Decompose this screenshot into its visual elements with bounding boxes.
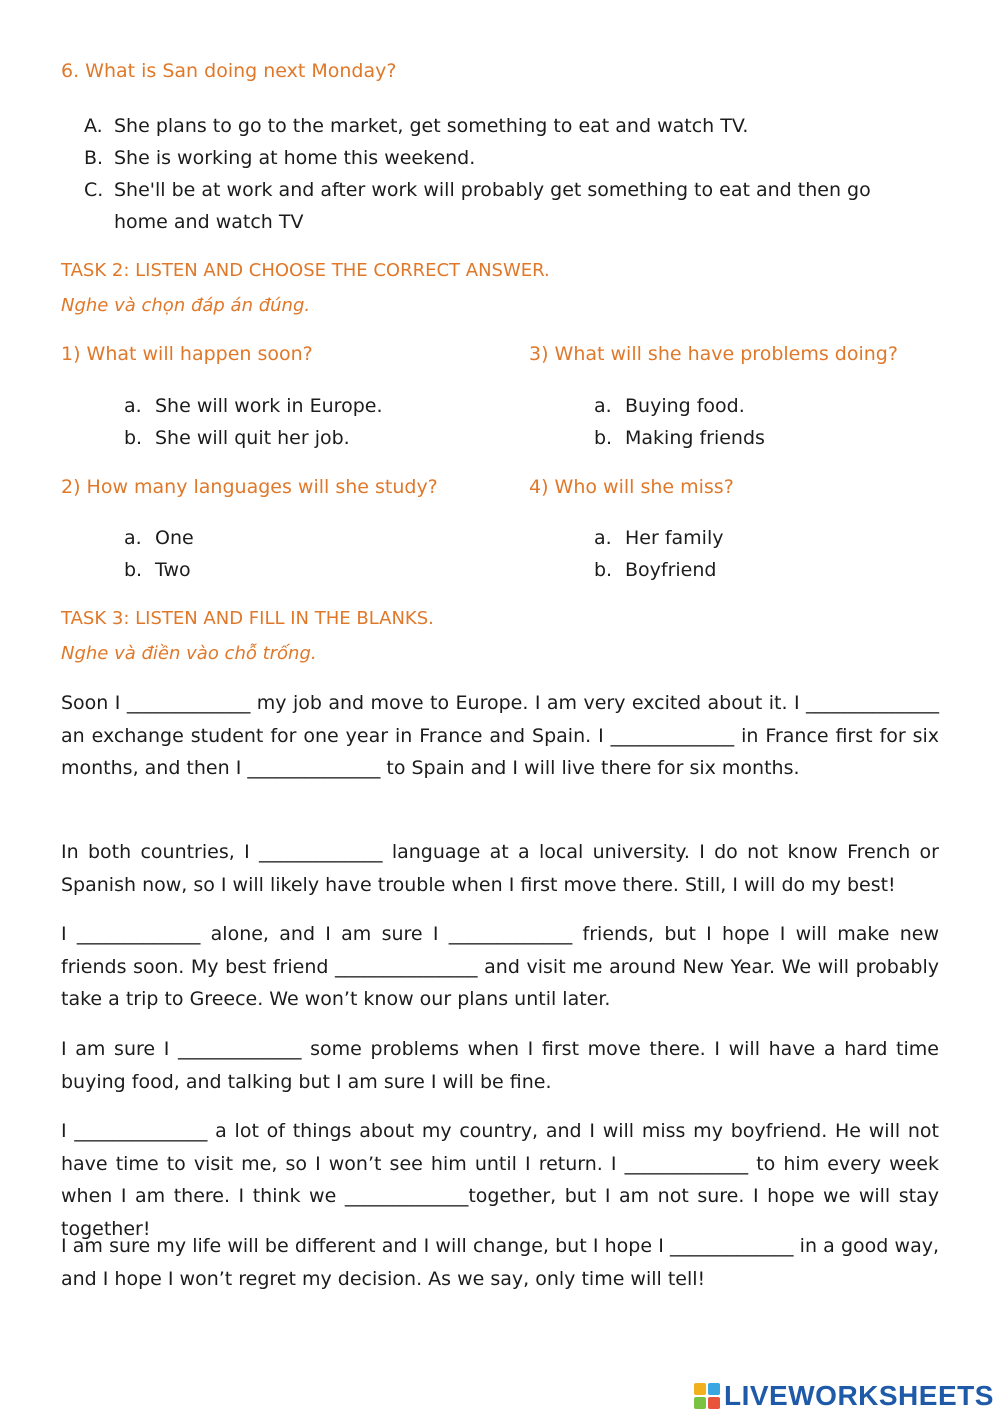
logo-text: LIVEWORKSHEETS bbox=[724, 1380, 994, 1411]
option-b[interactable] bbox=[84, 142, 924, 174]
answer-text: Buying food. bbox=[625, 395, 745, 417]
task-2-subtitle: Nghe và chọn đáp án đúng. bbox=[61, 295, 311, 316]
paragraph-2: In both countries, I _____________ language at a local university. I do not know French or Spanish now, so I will likely have trouble when I first move there. Still, I will do my best! bbox=[61, 841, 939, 896]
task-2-question-4-options bbox=[594, 522, 723, 586]
task-2-question-1: 1) What will happen soon? bbox=[61, 343, 313, 365]
task-2-question-2: 2) How many languages will she study? bbox=[61, 476, 438, 498]
answer-letter: a. bbox=[124, 527, 142, 549]
answer-text: Her family bbox=[625, 527, 724, 549]
paragraph-5: I ______________ a lot of things about my country, and I will miss my boyfriend. He will not have time to visit me, so I won’t see him until I return. I _____________ to him every week when I am there. I think we _____________together, but I am not sure. I hope we will stay together! bbox=[61, 1120, 939, 1240]
logo-square bbox=[708, 1397, 720, 1409]
answer-a[interactable] bbox=[594, 390, 765, 422]
answer-a[interactable] bbox=[594, 522, 723, 554]
question-6-title: 6. What is San doing next Monday? bbox=[61, 60, 397, 82]
paragraph-1: Soon I _____________ my job and move to Europe. I am very excited about it. I ______________ an exchange student for one year in France and Spain. I _____________ in France first for six months, and then I ______________ to Spain and I will live there for six months. bbox=[61, 692, 939, 779]
task-3-subtitle: Nghe và điền vào chỗ trống. bbox=[61, 643, 317, 664]
option-c[interactable] bbox=[84, 174, 924, 238]
answer-letter: a. bbox=[594, 395, 612, 417]
option-text: She'll be at work and after work will probably get something to eat and then go home and watch TV bbox=[114, 179, 871, 233]
option-letter: C. bbox=[84, 179, 104, 201]
task-2-question-3: 3) What will she have problems doing? bbox=[529, 343, 898, 365]
answer-text: She will work in Europe. bbox=[155, 395, 383, 417]
answer-b[interactable] bbox=[124, 422, 382, 454]
answer-text: Boyfriend bbox=[625, 559, 717, 581]
answer-b[interactable] bbox=[594, 554, 723, 586]
paragraph-4: I am sure I _____________ some problems when I first move there. I will have a hard time buying food, and talking but I am sure I will be fine. bbox=[61, 1038, 939, 1093]
option-text: She plans to go to the market, get something to eat and watch TV. bbox=[114, 115, 749, 137]
answer-a[interactable] bbox=[124, 522, 194, 554]
answer-letter: b. bbox=[594, 427, 613, 449]
paragraph-6: I am sure my life will be different and I will change, but I hope I _____________ in a good way, and I hope I won’t regret my decision. As we say, only time will tell! bbox=[61, 1235, 939, 1290]
option-letter: B. bbox=[84, 147, 104, 169]
task-2-title: TASK 2: LISTEN AND CHOOSE THE CORRECT ANSWER. bbox=[61, 260, 550, 281]
answer-a[interactable] bbox=[124, 390, 382, 422]
answer-text: She will quit her job. bbox=[155, 427, 350, 449]
task-2-question-1-options bbox=[124, 390, 382, 454]
answer-text: Two bbox=[155, 559, 191, 581]
answer-letter: b. bbox=[594, 559, 613, 581]
liveworksheets-logo bbox=[694, 1378, 994, 1414]
option-text: She is working at home this weekend. bbox=[114, 147, 476, 169]
answer-letter: b. bbox=[124, 427, 143, 449]
task-2-question-3-options bbox=[594, 390, 765, 454]
answer-b[interactable] bbox=[124, 554, 194, 586]
task-2-question-4: 4) Who will she miss? bbox=[529, 476, 734, 498]
answer-letter: a. bbox=[124, 395, 142, 417]
question-6-options bbox=[84, 110, 924, 238]
task-3-title: TASK 3: LISTEN AND FILL IN THE BLANKS. bbox=[61, 608, 434, 629]
option-letter: A. bbox=[84, 115, 103, 137]
task-2-question-2-options bbox=[124, 522, 194, 586]
logo-square bbox=[694, 1383, 706, 1395]
logo-square bbox=[694, 1397, 706, 1409]
answer-b[interactable] bbox=[594, 422, 765, 454]
answer-letter: b. bbox=[124, 559, 143, 581]
paragraph-3: I _____________ alone, and I am sure I _____________ friends, but I hope I will make new friends soon. My best friend _______________ and visit me around New Year. We will probably take a trip to Greece. We won’t know our plans until later. bbox=[61, 923, 939, 1010]
option-a[interactable] bbox=[84, 110, 924, 142]
answer-text: Making friends bbox=[625, 427, 765, 449]
answer-text: One bbox=[155, 527, 194, 549]
answer-letter: a. bbox=[594, 527, 612, 549]
logo-square bbox=[708, 1383, 720, 1395]
liveworksheets-logo-icon bbox=[694, 1383, 720, 1409]
